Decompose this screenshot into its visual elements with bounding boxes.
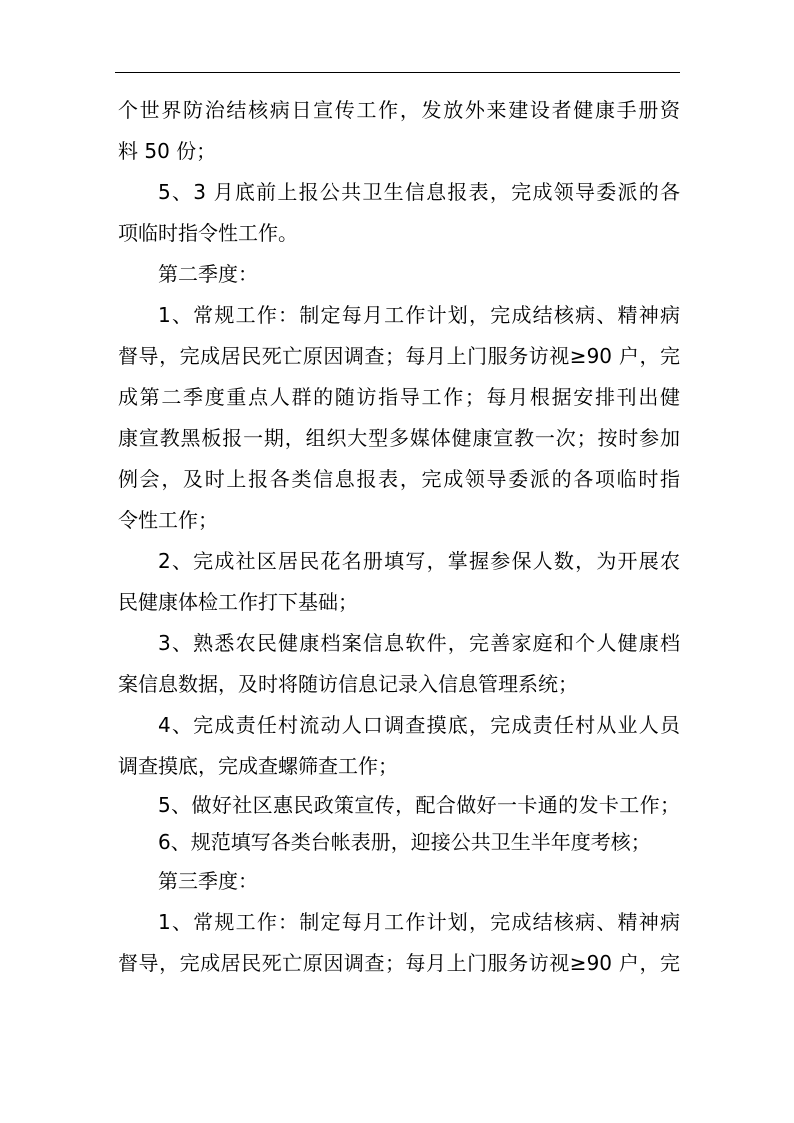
section-heading-q2: 第二季度： — [158, 262, 258, 286]
paragraph-line: 1、常规工作：制定每月工作计划，完成结核病、精神病 — [158, 303, 680, 327]
section-heading-q3: 第三季度： — [158, 869, 258, 893]
paragraph-line: 个世界防治结核病日宣传工作，发放外来建设者健康手册资 — [118, 98, 680, 122]
paragraph-line: 督导，完成居民死亡原因调查；每月上门服务访视≥90 户，完 — [118, 951, 680, 975]
document-body — [118, 90, 680, 984]
paragraph-line: 督导，完成居民死亡原因调查；每月上门服务访视≥90 户，完 — [118, 344, 680, 368]
paragraph-line: 成第二季度重点人群的随访指导工作；每月根据安排刊出健 — [118, 385, 680, 409]
paragraph-line: 民健康体检工作打下基础； — [118, 590, 358, 614]
paragraph-line: 例会，及时上报各类信息报表，完成领导委派的各项临时指 — [118, 467, 680, 491]
paragraph-line: 案信息数据，及时将随访信息记录入信息管理系统； — [118, 672, 578, 696]
paragraph-line: 令性工作； — [118, 508, 218, 532]
header-rule — [115, 72, 680, 73]
paragraph-line: 项临时指令性工作。 — [118, 221, 298, 245]
paragraph-line: 调查摸底，完成查螺筛查工作； — [118, 754, 398, 778]
paragraph-line: 5、3 月底前上报公共卫生信息报表，完成领导委派的各 — [158, 180, 680, 204]
paragraph-line: 料 50 份； — [118, 139, 217, 163]
paragraph-line: 5、做好社区惠民政策宣传，配合做好一卡通的发卡工作； — [158, 793, 680, 817]
paragraph-line: 4、完成责任村流动人口调查摸底，完成责任村从业人员 — [158, 713, 680, 737]
paragraph-line: 3、熟悉农民健康档案信息软件，完善家庭和个人健康档 — [158, 631, 680, 655]
paragraph-line: 2、完成社区居民花名册填写，掌握参保人数，为开展农 — [158, 549, 680, 573]
paragraph-line: 康宣教黑板报一期，组织大型多媒体健康宣教一次；按时参加 — [118, 426, 680, 450]
paragraph-line: 1、常规工作：制定每月工作计划，完成结核病、精神病 — [158, 910, 680, 934]
paragraph-line: 6、规范填写各类台帐表册，迎接公共卫生半年度考核； — [158, 830, 651, 854]
